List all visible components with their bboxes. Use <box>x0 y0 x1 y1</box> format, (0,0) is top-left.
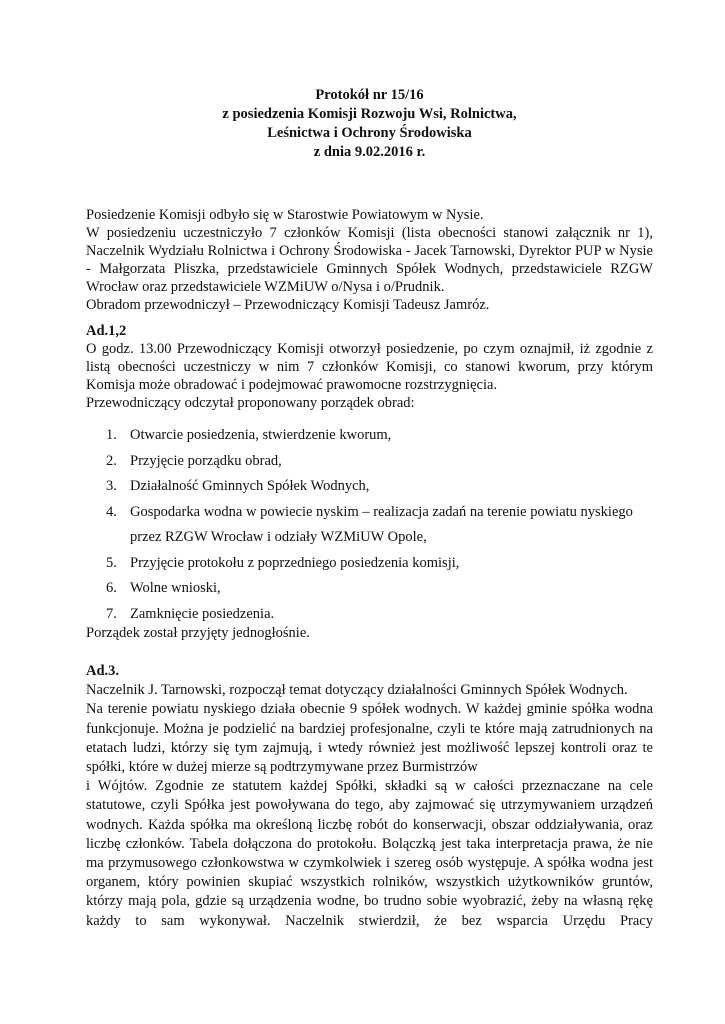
agenda-item-text-continued: przez RZGW Wrocław i odziały WZMiUW Opole, <box>130 529 427 545</box>
agenda-list <box>86 423 653 627</box>
ad3-paragraph-3: i Wójtów. Zgodnie ze statutem każdej Spółki, składki są w całości przeznaczane na cele statutowe, czyli Spółka jest powoływana do tego, aby zajmować się utrzymywaniem urządzeń wodnych. Każda spółka ma określoną liczbę robót do konserwacji, obszar oddziaływania, oraz liczbę członków. Tabela dołączona do protokołu. Bolączką jest taka interpretacja prawa, że nie ma przymusowego członkowstwa w czymkolwiek i szereg osób występuje. A spółka wodna jest organem, który powinien skupiać wszystkich rolników, wszystkich użytkowników gruntów, którzy mają pola, gdzie są urządzenia wodne, bo trudno sobie wyobrazić, żeby na własną rękę każdy to sam wykonywał. Naczelnik stwierdził, że bez wsparcia Urzędu Pracy <box>86 778 653 929</box>
agenda-item-text: Wolne wnioski, <box>130 580 221 596</box>
ad12-heading: Ad.1,2 <box>86 323 127 339</box>
intro-paragraph-3: Obradom przewodniczył – Przewodniczący Komisji Tadeusz Jamróz. <box>86 297 490 313</box>
ad3-paragraph-2: Na terenie powiatu nyskiego działa obecnie 9 spółek wodnych. W każdej gminie spółka wodna funkcjonuje. Można je podzielić na bardziej profesjonalne, czyli te które mają zatrudnionych na etatach ludzi, którzy się tym zajmują, i wtedy również jest możliwość lepszej kontroli oraz te spółki, które w dużej mierze są podtrzymywane przez Burmistrzów <box>86 701 653 776</box>
title-line-2: z posiedzenia Komisji Rozwoju Wsi, Rolnictwa, <box>222 106 517 122</box>
agenda-item <box>86 576 653 602</box>
agenda-item-text: Zamknięcie posiedzenia. <box>130 605 275 622</box>
agenda-item-number: 2. <box>106 452 117 469</box>
title-line-4: z dnia 9.02.2016 r. <box>313 144 426 160</box>
agenda-item-number: 4. <box>106 503 117 520</box>
intro-paragraph-2: W posiedzeniu uczestniczyło 7 członków Komisji (lista obecności stanowi załącznik nr 1), Naczelnik Wydziału Rolnictwa i Ochrony Środowiska - Jacek Tarnowski, Dyrektor PUP w Nysie - Małgorzata Pliszka, przedstawiciele Gminnych Spółek Wodnych, przedstawiciele RZGW Wrocław oraz przedstawiciele WZMiUW o/Nysa i o/Prudnik. <box>86 225 653 295</box>
title-line-1: Protokół nr 15/16 <box>315 87 424 103</box>
agenda-item-number: 3. <box>106 478 117 494</box>
agenda-item-text: Przyjęcie protokołu z poprzedniego posiedzenia komisji, <box>130 554 460 571</box>
agenda-item <box>86 449 653 475</box>
intro-section <box>86 206 653 314</box>
ad12-paragraph-1: O godz. 13.00 Przewodniczący Komisji otworzył posiedzenie, po czym oznajmił, iż zgodnie z listą obecności uczestniczy w nim 7 członków Komisji, co stanowi kworum, przy którym Komisja może obradować i podejmować prawomocne rozstrzygnięcia. <box>86 341 653 393</box>
agenda-item-text: Otwarcie posiedzenia, stwierdzenie kworum, <box>130 427 392 443</box>
agenda-item <box>86 474 653 500</box>
agenda-item <box>86 500 653 551</box>
ad3-paragraph-1: Naczelnik J. Tarnowski, rozpoczął temat dotyczący działalności Gminnych Spółek Wodnych. <box>86 682 628 699</box>
agenda-item-number: 7. <box>106 605 117 622</box>
agenda-note-section <box>86 624 653 642</box>
agenda-item-text: Gospodarka wodna w powiecie nyskim – realizacja zadań na terenie powiatu nyskiego <box>130 503 633 520</box>
agenda-item-text: Przyjęcie porządku obrad, <box>130 452 282 469</box>
intro-paragraph-1: Posiedzenie Komisji odbyło się w Starostwie Powiatowym w Nysie. <box>86 207 484 223</box>
agenda-item <box>86 551 653 577</box>
agenda-item-number: 1. <box>106 427 117 443</box>
agenda-item <box>86 423 653 449</box>
agenda-item-number: 6. <box>106 580 117 596</box>
ad12-section <box>86 322 653 412</box>
document-title <box>86 86 653 162</box>
agenda-item-number: 5. <box>106 554 117 571</box>
title-line-3: Leśnictwa i Ochrony Środowiska <box>267 125 472 141</box>
ad12-paragraph-2: Przewodniczący odczytał proponowany porządek obrad: <box>86 395 415 411</box>
ad3-heading: Ad.3. <box>86 663 120 679</box>
ad3-section <box>86 662 653 931</box>
agenda-note: Porządek został przyjęty jednogłośnie. <box>86 625 310 641</box>
agenda-item-text: Działalność Gminnych Spółek Wodnych, <box>130 478 370 494</box>
